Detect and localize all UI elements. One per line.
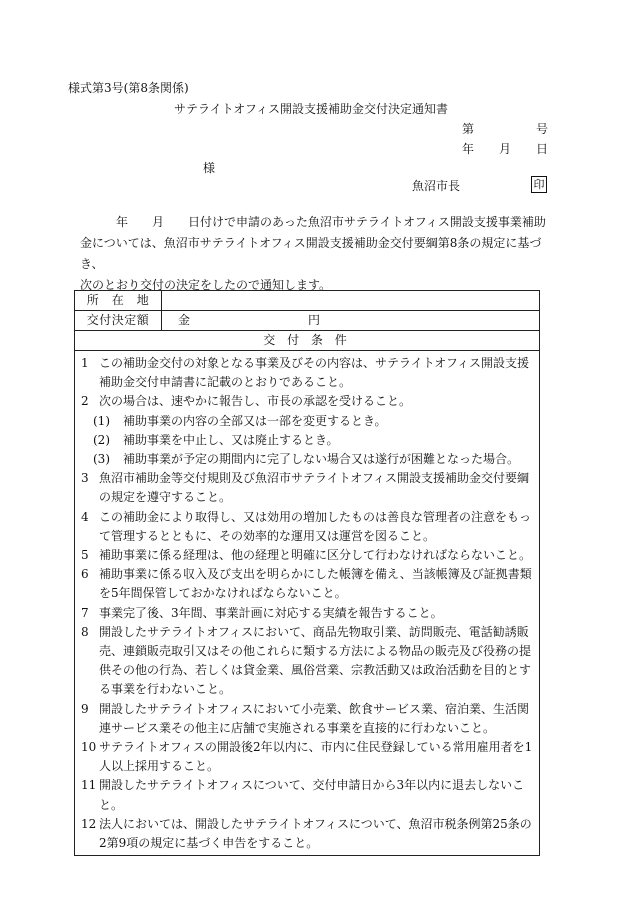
subitem-text: 補助事業が予定の期間内に完了しない場合又は遂行が困難となった場合。 (123, 452, 520, 467)
condition-number: 1 (81, 356, 89, 370)
condition-text: 開設したサテライトオフィスにおいて小売業、飲食サービス業、宿泊業、生活関連サービス業その他主に店舗で実施される事業を直接的に行わないこと。 (99, 701, 529, 735)
condition-number: 10 (81, 740, 97, 755)
amount-prefix: 金 (178, 313, 191, 328)
condition-item (81, 354, 535, 392)
condition-number: 4 (81, 509, 89, 524)
subitem-number: (3) (93, 452, 110, 467)
condition-text: 次の場合は、速やかに報告し、市長の承認を受けること。 (99, 394, 412, 409)
condition-number: 2 (81, 394, 89, 409)
date-year: 年 (462, 142, 475, 156)
condition-text: 魚沼市補助金等交付規則及び魚沼市サテライトオフィス開設支援補助金交付要綱の規定を遵守すること。 (99, 471, 529, 505)
condition-item (81, 776, 535, 814)
condition-number: 7 (81, 605, 89, 620)
body-line-2: 金については、魚沼市サテライトオフィス開設支援補助金交付要綱第8条の規定に基づき、 (80, 236, 542, 271)
condition-item (81, 392, 535, 411)
condition-text: 事業完了後、3年間、事業計画に対応する実績を報告すること。 (99, 605, 443, 620)
form-number: 様式第3号(第8条関係) (68, 81, 189, 95)
location-label: 所 在 地 (75, 291, 162, 311)
condition-item (81, 623, 535, 700)
condition-item (81, 508, 535, 546)
notice-number-line (462, 121, 548, 138)
condition-number: 12 (81, 816, 97, 831)
amount-row (75, 311, 540, 331)
number-prefix: 第 (462, 122, 475, 136)
condition-number: 8 (81, 624, 89, 639)
subitem-number: (1) (93, 413, 110, 428)
condition-item (81, 604, 535, 623)
conditions-heading: 交 付 条 件 (75, 331, 540, 351)
condition-subitem (81, 412, 535, 431)
amount-label: 交付決定額 (75, 311, 162, 331)
condition-item (81, 469, 535, 507)
condition-text: サテライトオフィスの開設後2年以内に、市内に住民登録している常用雇用者を1人以上採用すること。 (99, 740, 533, 774)
subitem-text: 補助事業を中止し、又は廃止するとき。 (123, 432, 339, 447)
condition-text: 補助事業に係る経理は、他の経理と明確に区分して行わなければならないこと。 (99, 548, 532, 563)
notice-body (68, 212, 548, 296)
condition-number: 5 (81, 548, 89, 563)
condition-text: 法人においては、開設したサテライトオフィスについて、魚沼市税条例第25条の2第9項の規定に基づく申告をすること。 (99, 816, 532, 851)
condition-number: 6 (81, 567, 89, 582)
condition-item (81, 565, 535, 603)
conditions-table (74, 290, 540, 856)
condition-text: 開設したサテライトオフィスにおいて、商品先物取引業、訪問販売、電話勧誘販売、連鎖販売取引又はその他これらに類する方法による物品の販売及び役務の提供その他の行為、若しくは貸金業、風俗営業、宗教活動又は政治活動を目的とする事業を行わないこと。 (99, 624, 532, 697)
location-row (75, 291, 540, 311)
document-title: サテライトオフィス開設支援補助金交付決定通知書 (174, 102, 448, 116)
condition-item (81, 738, 535, 776)
subitem-text: 補助事業の内容の全部又は一部を変更するとき。 (123, 413, 387, 428)
condition-text: 補助事業に係る収入及び支出を明らかにした帳簿を備え、当該帳簿及び証拠書類を5年間保管しておかなければならないこと。 (99, 567, 532, 601)
condition-item (81, 700, 535, 738)
conditions-list (75, 351, 540, 856)
location-value (162, 291, 540, 311)
issuer-name: 魚沼市長 (412, 179, 461, 193)
date-month: 月 (498, 142, 511, 156)
seal-box: 印 (531, 176, 547, 193)
number-suffix: 号 (535, 122, 548, 136)
conditions-heading-row (75, 331, 540, 351)
body-line-1: 年 月 日付けで申請のあった魚沼市サテライトオフィス開設支援事業補助 (116, 215, 546, 229)
condition-item (81, 815, 535, 853)
condition-subitem (81, 431, 535, 450)
addressee-suffix: 様 (203, 161, 216, 175)
date-line (462, 141, 548, 158)
condition-item (81, 546, 535, 565)
condition-number: 9 (81, 701, 89, 716)
condition-text: この補助金により取得し、又は効用の増加したものは善良な管理者の注意をもって管理するとともに、その効率的な運用又は運営を図ること。 (99, 509, 532, 543)
date-day: 日 (535, 142, 548, 156)
conditions-list-row (75, 351, 540, 856)
condition-number: 3 (81, 471, 89, 486)
body-line-3: 次のとおり交付の決定をしたので通知します。 (80, 278, 332, 292)
condition-number: 11 (81, 778, 97, 793)
amount-cell (162, 311, 540, 331)
condition-text: 開設したサテライトオフィスについて、交付申請日から3年以内に退去しないこと。 (99, 778, 525, 812)
amount-unit: 円 (308, 313, 321, 328)
subitem-number: (2) (93, 432, 110, 447)
condition-text: この補助金交付の対象となる事業及びその内容は、サテライトオフィス開設支援補助金交付申請書に記載のとおりであること。 (99, 356, 529, 390)
condition-subitem (81, 450, 535, 469)
